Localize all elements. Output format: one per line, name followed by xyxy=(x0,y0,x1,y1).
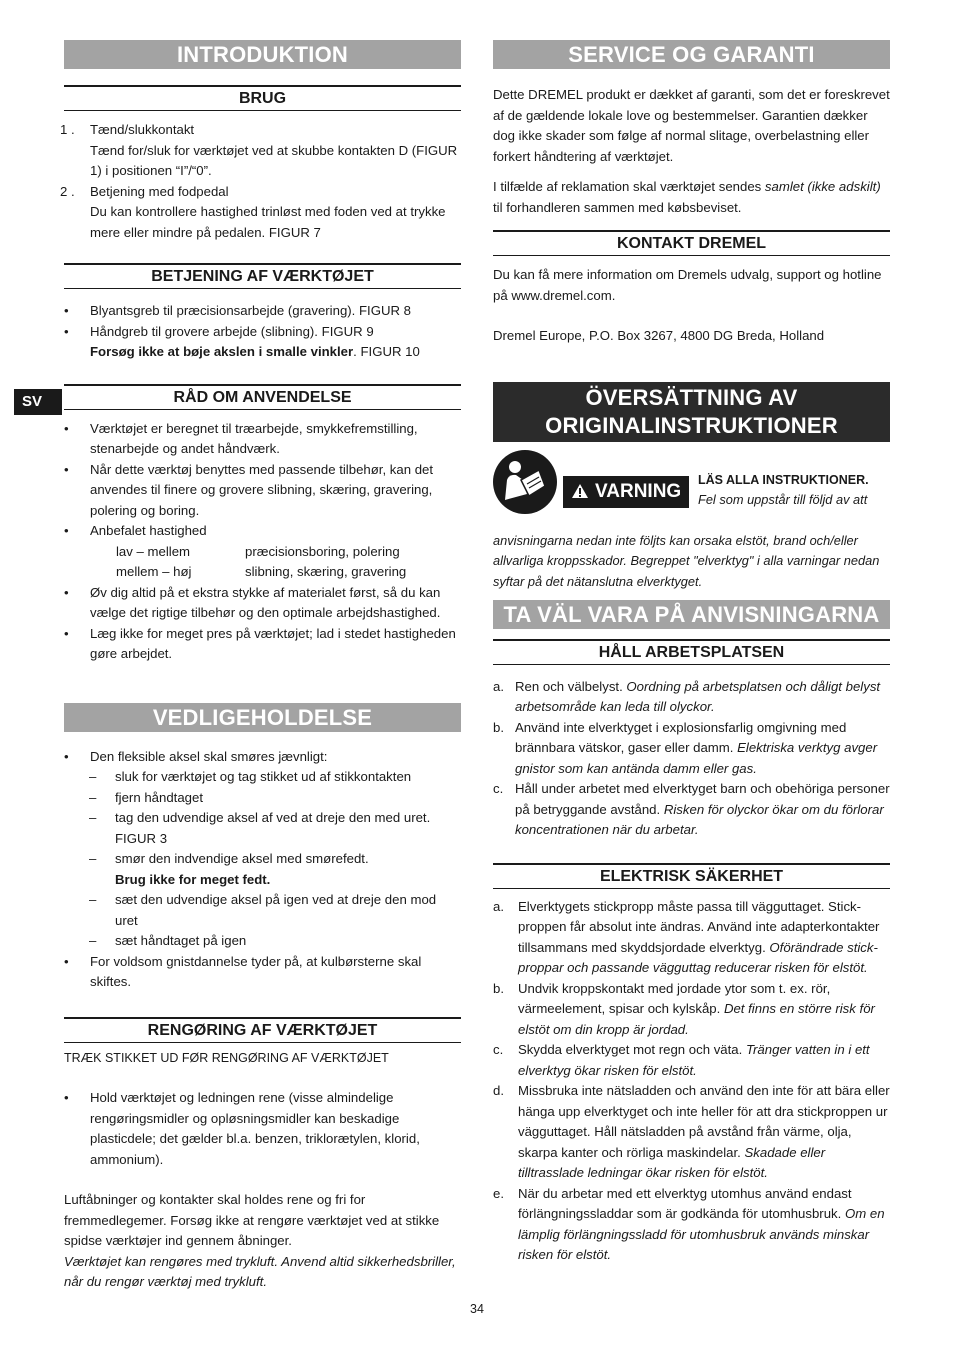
contact-paragraph: Du kan få mere information om Dremels udvalg, support og hotline på www.dremel.com. xyxy=(493,267,882,303)
list-item: – sæt håndtaget på igen xyxy=(89,933,247,948)
speed-row: mellem – høj slibning, skæring, gravering xyxy=(116,564,407,579)
list-item: • Hold værktøjet og ledningen rene (visse almindelige rengøringsmidler og opløsningsmidler kan beskadige plasticdele; det gælder bl.a. benzen, triklorætylen, klorid, ammonium). xyxy=(64,1090,420,1167)
list-item: • For voldsom gnistdannelse tyder på, at kulbørsterne skal skiftes. xyxy=(64,953,422,989)
list-item: e. När du arbetar med ett elverktyg utomhus använd endast förlängningssladdar som är godkända för utomhusbruk. Om en lämplig förlängningssladd för utomhusbruk används minskar risken för elstöt. xyxy=(493,1185,885,1262)
section-title-service: SERVICE OG GARANTI xyxy=(493,40,890,69)
warning-text-continued: anvisningarna nedan inte följts kan orsaka elstöt, brand och/eller allvarliga kroppsskador. Begreppet "elverktyg" i alla varningar nedan syftar på det nätanslutna elverktyget. xyxy=(493,532,880,589)
list-item: 1 . Tænd/slukkontakt Tænd for/sluk for værktøjet ved at skubbe kontakten D (FIGUR 1) i positionen “I”/“0”. xyxy=(60,122,458,178)
list-item: – smør den indvendige aksel med smørefedt. Brug ikke for meget fedt. xyxy=(89,851,369,887)
list-item: – sluk for værktøjet og tag stikket ud af stikkontakten xyxy=(89,769,412,784)
list-item: • Øv dig altid på et ekstra stykke af materialet først, så du kan vælge det rigtige tilbehør og den optimale arbejdshastighed. xyxy=(64,584,441,620)
list-item: • Når dette værktøj benyttes med passende tilbehør, kan det anvendes til finere og grovere slibning, skæring, gravering, polering og boring. xyxy=(64,461,434,518)
service-paragraph: Dette DREMEL produkt er dækket af garanti, som det er foreskrevet af de gældende lokale love og bestemmelser. Garantien dækker dog ikke skader som følge af normal slitage, overbelastning eller forkert håndtering af værktøjet. xyxy=(493,87,890,164)
subhead-elektrisk-sakerhet: ELEKTRISK SÄKERHET xyxy=(493,863,890,889)
cleaning-note: Værktøjet kan rengøres med trykluft. Anvend altid sikkerhedsbriller, når du rengør værktøj med trykluft. xyxy=(64,1253,456,1289)
warning-block xyxy=(493,450,890,589)
subhead-betjening: BETJENING AF VÆRKTØJET xyxy=(64,263,461,289)
page-number: 34 xyxy=(470,1302,484,1316)
read-manual-icon xyxy=(493,450,557,514)
list-item: • Blyantsgreb til præcisionsarbejde (gravering). FIGUR 8 xyxy=(64,303,412,318)
list-item: b. Använd inte elverktyget i explosionsfarlig omgivning med brännbara vätskor, gaser eller damm. Elektriska verktyg avger gnistor som kan antända damm eller gas. xyxy=(493,719,878,776)
list-item: b. Undvik kroppskontakt med jordade ytor som t. ex. rör, värmeelement, spisar och kylskåp. Det finns en större risk för elstöt om din kropp är jordad. xyxy=(493,980,875,1037)
subhead-raad: RÅD OM ANVENDELSE xyxy=(64,384,461,410)
list-item: c. Skydda elverktyget mot regn och väta. Tränger vatten in i ett elverktyg ökar risken för elstöt. xyxy=(493,1042,870,1078)
list-item: • Værktøjet er beregnet til træarbejde, smykkefremstilling, stenarbejde og andet håndværk. xyxy=(64,420,418,456)
section-title-ta-val-vara: TA VÄL VARA PÅ ANVISNINGARNA xyxy=(493,600,890,629)
contact-address: Dremel Europe, P.O. Box 3267, 4800 DG Breda, Holland xyxy=(493,328,825,343)
list-item: 2 . Betjening med fodpedal Du kan kontrollere hastighed trinløst med foden ved at trykke mere eller mindre på pedalen. FIGUR 7 xyxy=(60,183,446,240)
language-tab: SV xyxy=(14,389,62,415)
left-column xyxy=(60,40,461,1293)
service-paragraph-2: I tilfælde af reklamation skal værktøjet sendes samlet (ikke adskilt) til forhandleren sammen med købsbeviset. xyxy=(493,179,881,215)
list-item: • Den fleksible aksel skal smøres jævnligt: xyxy=(64,748,328,764)
list-item: • Håndgreb til grovere arbejde (slibning). FIGUR 9 Forsøg ikke at bøje akslen i smalle vinkler. FIGUR 10 xyxy=(64,323,420,359)
warning-triangle-icon xyxy=(571,483,589,499)
cleaning-paragraph: Luftåbninger og kontakter skal holdes rene og fri for fremmedlegemer. Forsøg ikke at rengøre værktøjet ved at stikke spidse værktøjer ind gennem åbninger. xyxy=(64,1192,440,1248)
list-item: – sæt den udvendige aksel på igen ved at dreje den mod uret xyxy=(89,892,437,928)
list-item: a. Ren och välbelyst. Oordning på arbetsplatsen och dåligt belyst arbetsområde kan leda till olyckor. xyxy=(493,678,881,714)
warning-badge: VARNING xyxy=(563,476,689,508)
section-title-introduktion: INTRODUKTION xyxy=(64,40,461,69)
list-item: – tag den udvendige aksel af ved at dreje den med uret. FIGUR 3 xyxy=(89,810,431,846)
subhead-hall-arbetsplatsen: HÅLL ARBETSPLATSEN xyxy=(493,639,890,665)
subhead-rengoering: RENGØRING AF VÆRKTØJET xyxy=(64,1017,461,1043)
cleaning-intro: TRÆK STIKKET UD FØR RENGØRING AF VÆRKTØJET xyxy=(64,1050,389,1065)
list-item: • Anbefalet hastighed xyxy=(64,523,207,538)
right-column xyxy=(493,40,890,1266)
speed-row: lav – mellem præcisionsboring, polering xyxy=(116,543,400,559)
subhead-kontakt: KONTAKT DREMEL xyxy=(493,230,890,256)
list-item: c. Håll under arbetet med elverktyget barn och obehöriga personer på betryggande avstånd. Risken för olyckor ökar om du förlorar koncentrationen när du arbetar. xyxy=(493,781,890,837)
section-title-oversattning: ÖVERSÄTTNING AV ORIGINALINSTRUKTIONER xyxy=(493,382,890,442)
list-item: d. Missbruka inte nätsladden och använd den inte för att bära eller hänga upp elverktyget och inte heller för att dra stickproppen ur vägguttaget. Håll nätsladden på avstånd från värme, olja, skarpa kanter och rörliga maskindelar. Skadade eller tilltrasslade ledningar ökar risken för elstöt. xyxy=(493,1083,890,1180)
subhead-brug: BRUG xyxy=(64,85,461,111)
list-item: – fjern håndtaget xyxy=(89,789,203,805)
list-item: a. Elverktygets stickpropp måste passa till vägguttaget. Stick-proppen får absolut inte ändras. Använd inte adapterkontakter tillsammans med skyddsjordade elverktyg. Oförändrade stick-proppar och passande vägguttag reducerar risken för elstöt. xyxy=(493,898,880,975)
list-item: • Læg ikke for meget pres på værktøjet; lad i stedet hastigheden gøre arbejdet. xyxy=(64,625,456,661)
section-title-vedligeholdelse: VEDLIGEHOLDELSE xyxy=(64,703,461,732)
warning-text: LÄS ALLA INSTRUKTIONER. Fel som uppstår till följd av att xyxy=(698,472,869,507)
